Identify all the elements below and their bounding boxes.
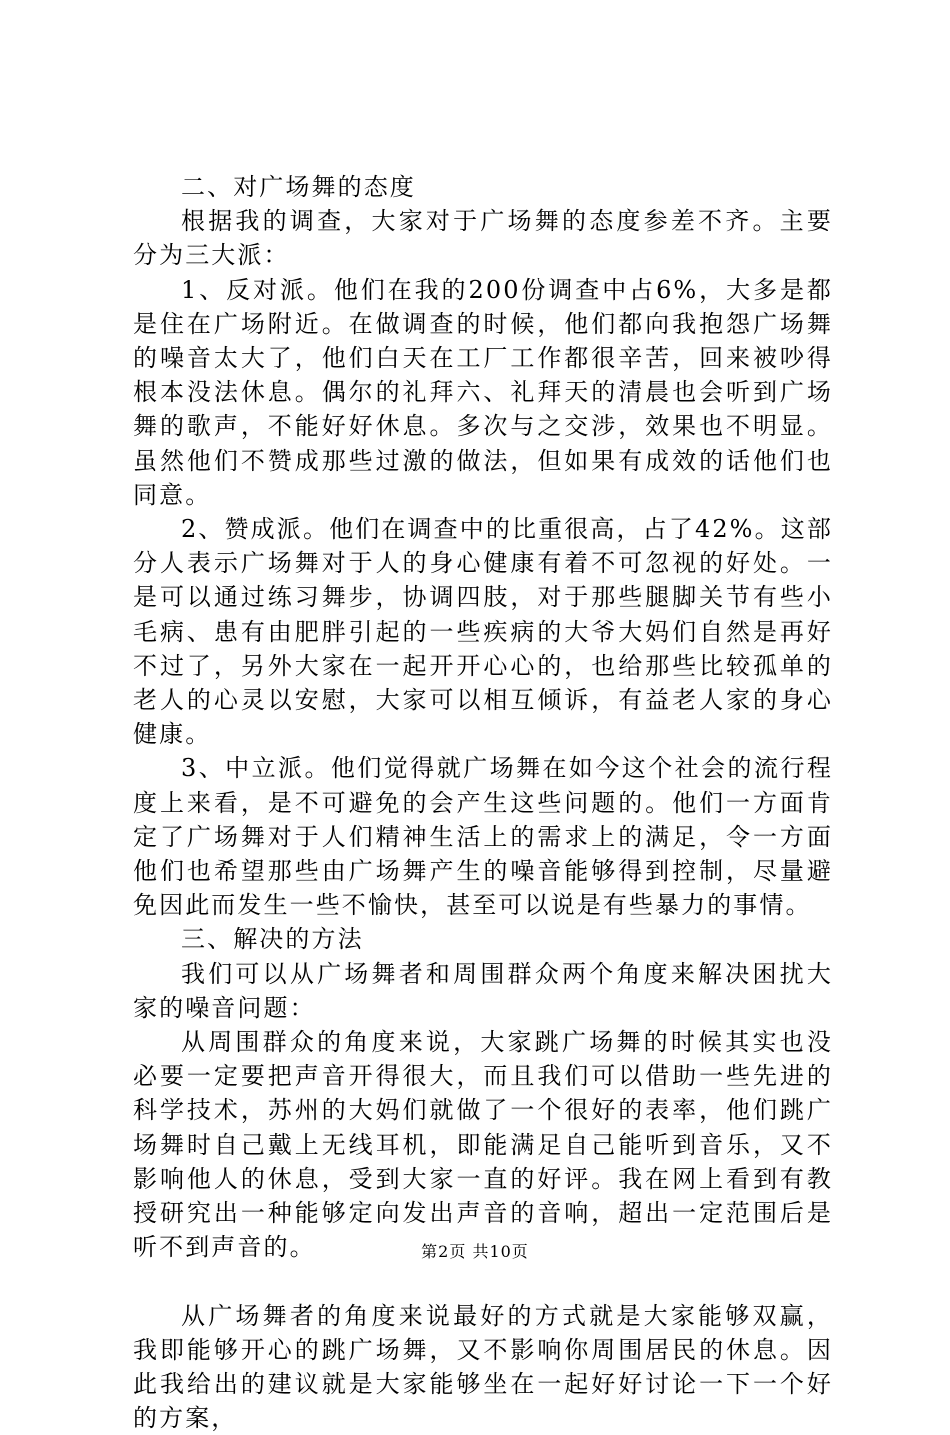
page-number-footer: 第2页 共10页 xyxy=(0,1242,950,1262)
paragraph-spacer xyxy=(133,1265,833,1299)
paragraph-intro: 根据我的调查，大家对于广场舞的态度参差不齐。主要分为三大派： xyxy=(133,204,833,272)
paragraph-neutral: 3、中立派。他们觉得就广场舞在如今这个社会的流行程度上来看，是不可避免的会产生这些问题的。他们一方面肯定了广场舞对于人们精神生活上的需求上的满足，令一方面他们也希望那些由广场舞产生的噪音能够得到控制，尽量避免因此而发生一些不愉快，甚至可以说是有些暴力的事情。 xyxy=(133,751,833,922)
paragraph-opposition: 1、反对派。他们在我的200份调查中占6%，大多是都是住在广场附近。在做调查的时候，他们都向我抱怨广场舞的噪音太大了，他们白天在工厂工作都很辛苦，回来被吵得根本没法休息。偶尔的礼拜六、礼拜天的清晨也会听到广场舞的歌声，不能好好休息。多次与之交涉，效果也不明显。虽然他们不赞成那些过激的做法，但如果有成效的话他们也同意。 xyxy=(133,273,833,512)
paragraph-solutions-intro: 我们可以从广场舞者和周围群众两个角度来解决困扰大家的噪音问题： xyxy=(133,957,833,1025)
paragraph-support: 2、赞成派。他们在调查中的比重很高，占了42%。这部分人表示广场舞对于人的身心健康有着不可忽视的好处。一是可以通过练习舞步，协调四肢，对于那些腿脚关节有些小毛病、患有由肥胖引起的一些疾病的大爷大妈们自然是再好不过了，另外大家在一起开开心心的，也给那些比较孤单的老人的心灵以安慰，大家可以相互倾诉，有益老人家的身心健康。 xyxy=(133,512,833,751)
section-heading-attitude: 二、对广场舞的态度 xyxy=(133,170,833,204)
paragraph-dancers-view: 从广场舞者的角度来说最好的方式就是大家能够双赢，我即能够开心的跳广场舞，又不影响你周围居民的休息。因此我给出的建议就是大家能够坐在一起好好讨论一下一个好的方案， xyxy=(133,1299,833,1435)
paragraph-residents-view: 从周围群众的角度来说，大家跳广场舞的时候其实也没必要一定要把声音开得很大，而且我们可以借助一些先进的科学技术，苏州的大妈们就做了一个很好的表率，他们跳广场舞时自己戴上无线耳机，即能满足自己能听到音乐，又不影响他人的休息，受到大家一直的好评。我在网上看到有教授研究出一种能够定向发出声音的音响，超出一定范围后是听不到声音的。 xyxy=(133,1025,833,1264)
section-heading-solutions: 三、解决的方法 xyxy=(133,922,833,956)
